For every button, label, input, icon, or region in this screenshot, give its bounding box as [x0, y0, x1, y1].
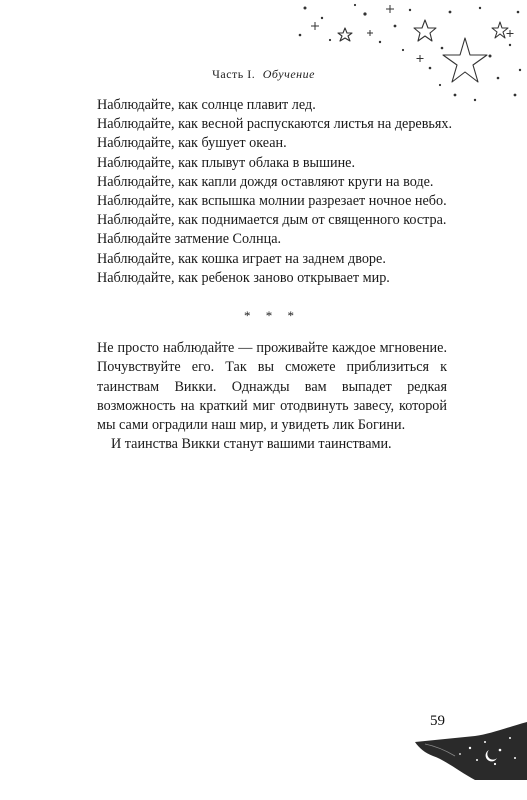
- running-head-part: Часть I.: [212, 67, 256, 81]
- observe-line: Наблюдайте, как вспышка молнии разрезает ночное небо.: [97, 193, 447, 210]
- observe-line: Наблюдайте, как ребенок заново открывает мир.: [97, 269, 390, 286]
- observe-line: Наблюдайте, как поднимается дым от священного костра.: [97, 212, 447, 229]
- observe-line: Наблюдайте, как весной распускаются листья на деревьях.: [97, 116, 453, 133]
- observe-line: Наблюдайте затмение Солнца.: [97, 231, 282, 248]
- paragraph: И таинства Викки станут вашими таинствами.: [111, 436, 392, 453]
- observe-line: Наблюдайте, как капли дождя оставляют круги на воде.: [97, 173, 434, 190]
- star-icon: [338, 28, 352, 41]
- observe-line: Наблюдайте, как плывут облака в вышине.: [97, 154, 356, 171]
- running-head-title: Обучение: [262, 67, 315, 81]
- observe-list: [97, 96, 453, 288]
- page-number: 59: [430, 713, 445, 729]
- star-icon: [414, 20, 436, 41]
- section-separator: * * *: [244, 308, 300, 324]
- star-icon: [492, 22, 508, 38]
- observe-line: Наблюдайте, как бушует океан.: [97, 135, 287, 152]
- observe-line: Наблюдайте, как солнце плавит лед.: [97, 97, 316, 113]
- page-body: [97, 96, 453, 454]
- observe-line: Наблюдайте, как кошка играет на заднем дворе.: [97, 250, 386, 267]
- paragraph: Не просто наблюдайте — проживайте каждое мгновение. Почувствуйте его. Так вы сможете приблизиться к таинствам Викки. Однажды вам выпадет редкая возможность на краткий миг отодвинуть завесу, которой мы сами оградили наш мир, и увидеть лик Богини.: [97, 340, 447, 434]
- running-head: [0, 67, 527, 82]
